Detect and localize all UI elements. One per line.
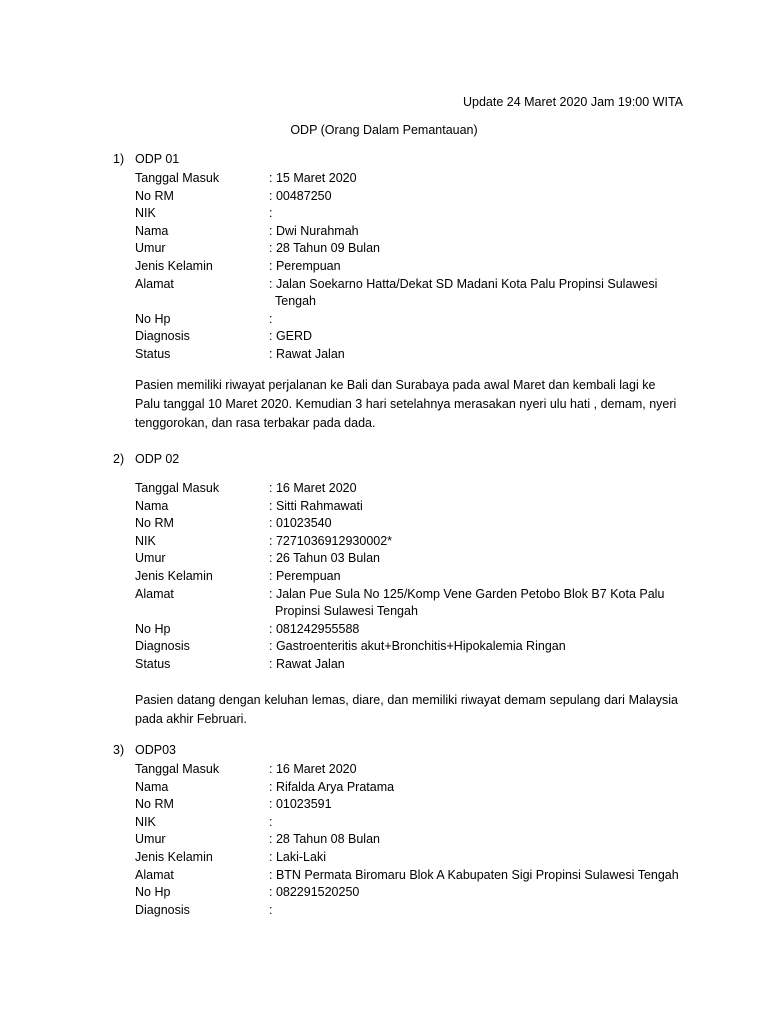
field-row — [135, 814, 695, 832]
field-label: Jenis Kelamin — [135, 258, 213, 273]
field-label: No Hp — [135, 885, 171, 900]
record-number: 1) — [113, 152, 125, 166]
record-note: Pasien memiliki riwayat perjalanan ke Bali dan Surabaya pada awal Maret dan kembali lagi ke Palu tanggal 10 Maret 2020. Kemudian 3 hari setelahnya merasakan nyeri ulu hati , demam, nyeri tenggorokan, dan rasa terbakar pada dada. — [135, 378, 677, 430]
field-value: : Dwi Nurahmah — [269, 223, 359, 238]
record-fields — [135, 480, 695, 674]
field-row — [135, 568, 695, 586]
field-value: : Rifalda Arya Pratama — [269, 779, 395, 794]
field-row — [135, 276, 695, 311]
record-fields — [135, 761, 695, 919]
field-row — [135, 586, 695, 621]
field-row — [135, 515, 695, 533]
record-code: ODP03 — [135, 743, 176, 757]
record-fields — [135, 170, 695, 364]
field-label: Diagnosis — [135, 902, 190, 917]
field-value: : — [269, 311, 273, 326]
field-row — [135, 550, 695, 568]
field-label: Status — [135, 656, 171, 671]
field-value: : Rawat Jalan — [269, 346, 345, 361]
field-value: : BTN Permata Biromaru Blok A Kabupaten Sigi Propinsi Sulawesi Tengah — [269, 867, 679, 882]
field-row — [135, 311, 695, 329]
update-timestamp: Update 24 Maret 2020 Jam 19:00 WITA — [462, 95, 683, 109]
field-label: No Hp — [135, 621, 171, 636]
field-value: : Rawat Jalan — [269, 656, 345, 671]
record-code: ODP 01 — [135, 152, 180, 166]
field-value: : Laki-Laki — [269, 849, 326, 864]
field-row — [135, 328, 695, 346]
field-row — [135, 867, 695, 885]
field-value: : — [269, 206, 273, 221]
field-value: : 28 Tahun 09 Bulan — [269, 241, 380, 256]
field-row — [135, 902, 695, 920]
field-value: : Sitti Rahmawati — [269, 498, 363, 513]
field-value: : Jalan Soekarno Hatta/Dekat SD Madani Kota Palu Propinsi Sulawesi Tengah — [269, 276, 658, 309]
field-label: Umur — [135, 832, 166, 847]
record-note: Pasien datang dengan keluhan lemas, diare, dan memiliki riwayat demam sepulang dari Malaysia pada akhir Februari. — [135, 693, 678, 726]
field-label: No RM — [135, 188, 174, 203]
field-row — [135, 498, 695, 516]
field-label: Status — [135, 346, 171, 361]
field-value: : GERD — [269, 329, 313, 344]
field-value: : Perempuan — [269, 258, 341, 273]
field-value: : 082291520250 — [269, 885, 360, 900]
field-label: No RM — [135, 516, 174, 531]
field-label: Umur — [135, 241, 166, 256]
field-label: Jenis Kelamin — [135, 568, 213, 583]
field-value: : 01023540 — [269, 516, 332, 531]
field-value: : — [269, 814, 273, 829]
field-label: NIK — [135, 814, 156, 829]
field-label: Nama — [135, 223, 169, 238]
field-row — [135, 849, 695, 867]
field-value: : 16 Maret 2020 — [269, 481, 357, 495]
field-row — [135, 480, 695, 498]
field-row — [135, 796, 695, 814]
field-value: : Jalan Pue Sula No 125/Komp Vene Garden Petobo Blok B7 Kota Palu Propinsi Sulawesi Tengah — [269, 586, 665, 619]
field-row — [135, 258, 695, 276]
field-value: : Gastroenteritis akut+Bronchitis+Hipokalemia Ringan — [269, 639, 566, 654]
record-number: 2) — [113, 452, 125, 466]
field-row — [135, 761, 695, 779]
field-row — [135, 779, 695, 797]
document-title: ODP (Orang Dalam Pemantauan) — [290, 123, 478, 137]
field-label: Tanggal Masuk — [135, 171, 220, 185]
field-value: : 28 Tahun 08 Bulan — [269, 832, 380, 847]
field-value: : 00487250 — [269, 188, 332, 203]
field-value: : 7271036912930002* — [269, 533, 393, 548]
field-row — [135, 656, 695, 674]
record-heading — [113, 152, 179, 166]
field-row — [135, 884, 695, 902]
record-code: ODP 02 — [135, 452, 180, 466]
field-row — [135, 170, 695, 188]
field-label: Umur — [135, 551, 166, 566]
record-heading — [113, 452, 179, 466]
field-label: Alamat — [135, 276, 174, 291]
field-row — [135, 205, 695, 223]
field-row — [135, 223, 695, 241]
field-label: Tanggal Masuk — [135, 481, 220, 495]
field-row — [135, 533, 695, 551]
field-row — [135, 188, 695, 206]
field-row — [135, 638, 695, 656]
field-label: Nama — [135, 498, 169, 513]
field-row — [135, 831, 695, 849]
field-value: : Perempuan — [269, 568, 341, 583]
field-row — [135, 621, 695, 639]
field-label: Alamat — [135, 586, 174, 601]
field-row — [135, 346, 695, 364]
field-value: : 15 Maret 2020 — [269, 171, 357, 185]
field-label: NIK — [135, 533, 156, 548]
field-value: : 081242955588 — [269, 621, 360, 636]
field-label: NIK — [135, 206, 156, 221]
field-value: : — [269, 902, 273, 917]
field-value: : 01023591 — [269, 797, 332, 812]
field-value: : 26 Tahun 03 Bulan — [269, 551, 380, 566]
field-label: Alamat — [135, 867, 174, 882]
field-label: No Hp — [135, 311, 171, 326]
field-label: Diagnosis — [135, 639, 190, 654]
field-label: Diagnosis — [135, 329, 190, 344]
field-value: : 16 Maret 2020 — [269, 762, 357, 776]
record-number: 3) — [113, 743, 125, 757]
field-row — [135, 240, 695, 258]
field-label: No RM — [135, 797, 174, 812]
field-label: Nama — [135, 779, 169, 794]
field-label: Jenis Kelamin — [135, 849, 213, 864]
field-label: Tanggal Masuk — [135, 762, 220, 776]
record-heading — [113, 743, 176, 757]
